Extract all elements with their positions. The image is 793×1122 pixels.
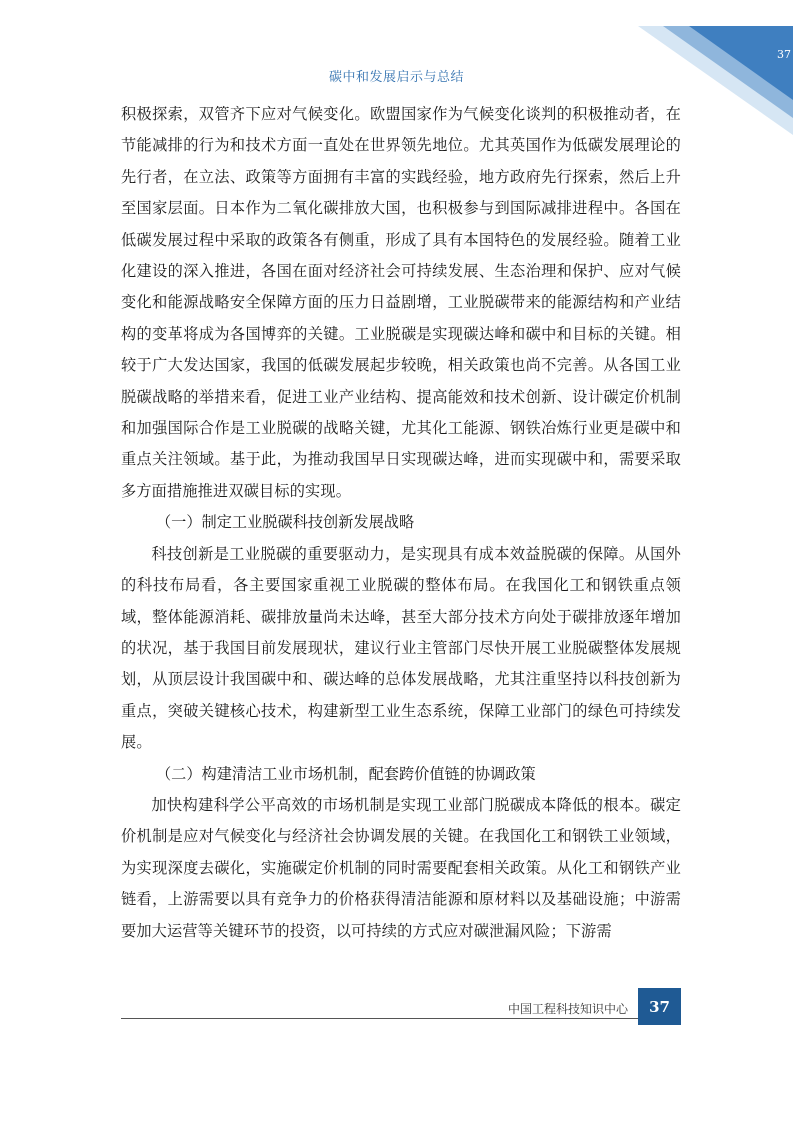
section-heading: （二）构建清洁工业市场机制，配套跨价值链的协调政策: [155, 764, 536, 783]
paragraph: 加快构建科学公平高效的市场机制是实现工业部门脱碳成本降低的根本。碳定价机制是应对气候变化与经济社会协调发展的关键。在我国化工和钢铁工业领域，为实现深度去碳化，实施碳定价机制的同时需要配套相关政策。从化工和钢铁产业链看，上游需要以具有竞争力的价格获得清洁能源和原材料以及基础设施；中游需要加大运营等关键环节的投资，以可持续的方式应对碳泄漏风险；下游需: [121, 795, 681, 940]
footer-source: 中国工程科技知识中心: [507, 1002, 628, 1016]
running-header-title: 碳中和发展启示与总结: [328, 70, 464, 85]
corner-page-number: 37: [777, 48, 791, 61]
paragraph: 积极探索，双管齐下应对气候变化。欧盟国家作为气候变化谈判的积极推动者，在节能减排的行为和技术方面一直处在世界领先地位。尤其英国作为低碳发展理论的先行者，在立法、政策等方面拥有丰富的实践经验，地方政府先行探索，然后上升至国家层面。日本作为二氧化碳排放大国，也积极参与到国际减排进程中。各国在低碳发展过程中采取的政策各有侧重，形成了具有本国特色的发展经验。随着工业化建设的深入推进，各国在面对经济社会可持续发展、生态治理和保护、应对气候变化和能源战略安全保障方面的压力日益剧增，工业脱碳带来的能源结构和产业结构的变革将成为各国博弈的关键。工业脱碳是实现碳达峰和碳中和目标的关键。相较于广大发达国家，我国的低碳发展起步较晚，相关政策也尚不完善。从各国工业脱碳战略的举措来看，促进工业产业结构、提高能效和技术创新、设计碳定价机制和加强国际合作是工业脱碳的战略关键，尤其化工能源、钢铁冶炼行业更是碳中和重点关注领域。基于此，为推动我国早日实现碳达峰，进而实现碳中和，需要采取多方面措施推进双碳目标的实现。: [121, 105, 681, 500]
body-text: [121, 99, 681, 947]
page-number: 37: [638, 988, 681, 1025]
section-heading: （一）制定工业脱碳科技创新发展战略: [155, 513, 415, 532]
paragraph: 科技创新是工业脱碳的重要驱动力，是实现具有成本效益脱碳的保障。从国外的科技布局看，各主要国家重视工业脱碳的整体布局。在我国化工和钢铁重点领域，整体能源消耗、碳排放量尚未达峰，甚至大部分技术方向处于碳排放逐年增加的状况，基于我国目前发展现状，建议行业主管部门尽快开展工业脱碳整体发展规划，从顶层设计我国碳中和、碳达峰的总体发展战略，尤其注重坚持以科技创新为重点，突破关键核心技术，构建新型工业生态系统，保障工业部门的绿色可持续发展。: [121, 544, 681, 752]
footer-divider: [121, 1018, 638, 1019]
